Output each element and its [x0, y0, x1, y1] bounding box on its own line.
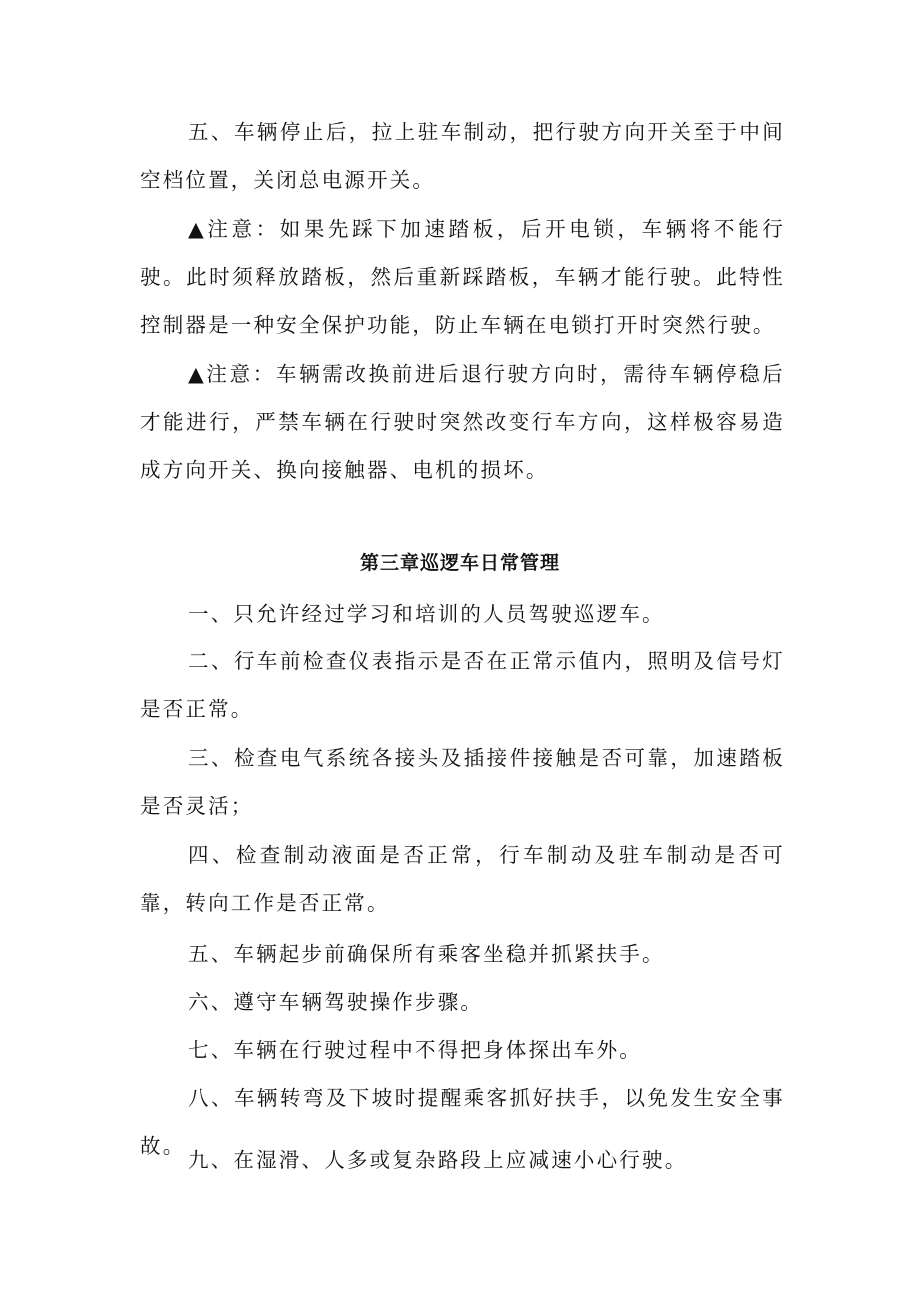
paragraph-note-direction: ▲注意：车辆需改换前进后退行驶方向时，需待车辆停稳后才能进行，严禁车辆在行驶时突然改变行车方向，这样极容易造成方向开关、换向接触器、电机的损坏。 — [140, 362, 785, 482]
rule-item: 七、车辆在行驶过程中不得把身体探出车外。 — [188, 1038, 642, 1062]
chapter-title: 第三章巡逻车日常管理 — [359, 552, 560, 574]
paragraph-vehicle-stop: 五、车辆停止后，拉上驻车制动，把行驶方向开关至于中间空档位置，关闭总电源开关。 — [140, 120, 785, 192]
rule-item: 二、行车前检查仪表指示是否在正常示值内，照明及信号灯是否正常。 — [140, 649, 785, 721]
rule-item: 三、检查电气系统各接头及插接件接触是否可靠，加速踏板是否灵活； — [140, 746, 785, 818]
rule-item: 八、车辆转弯及下坡时提醒乘客抓好扶手，以免发生安全事故。 — [140, 1086, 785, 1158]
paragraph-note-accelerator: ▲注意：如果先踩下加速踏板，后开电锁，车辆将不能行驶。此时须释放踏板，然后重新踩踏板，车辆才能行驶。此特性控制器是一种安全保护功能，防止车辆在电锁打开时突然行驶。 — [140, 217, 785, 337]
rule-item: 九、在湿滑、人多或复杂路段上应减速小心行驶。 — [188, 1148, 688, 1172]
rule-item: 四、检查制动液面是否正常，行车制动及驻车制动是否可靠，转向工作是否正常。 — [140, 843, 785, 915]
rule-item: 五、车辆起步前确保所有乘客坐稳并抓紧扶手。 — [188, 942, 665, 966]
rule-item: 六、遵守车辆驾驶操作步骤。 — [188, 990, 484, 1014]
rule-item: 一、只允许经过学习和培训的人员驾驶巡逻车。 — [188, 602, 665, 626]
